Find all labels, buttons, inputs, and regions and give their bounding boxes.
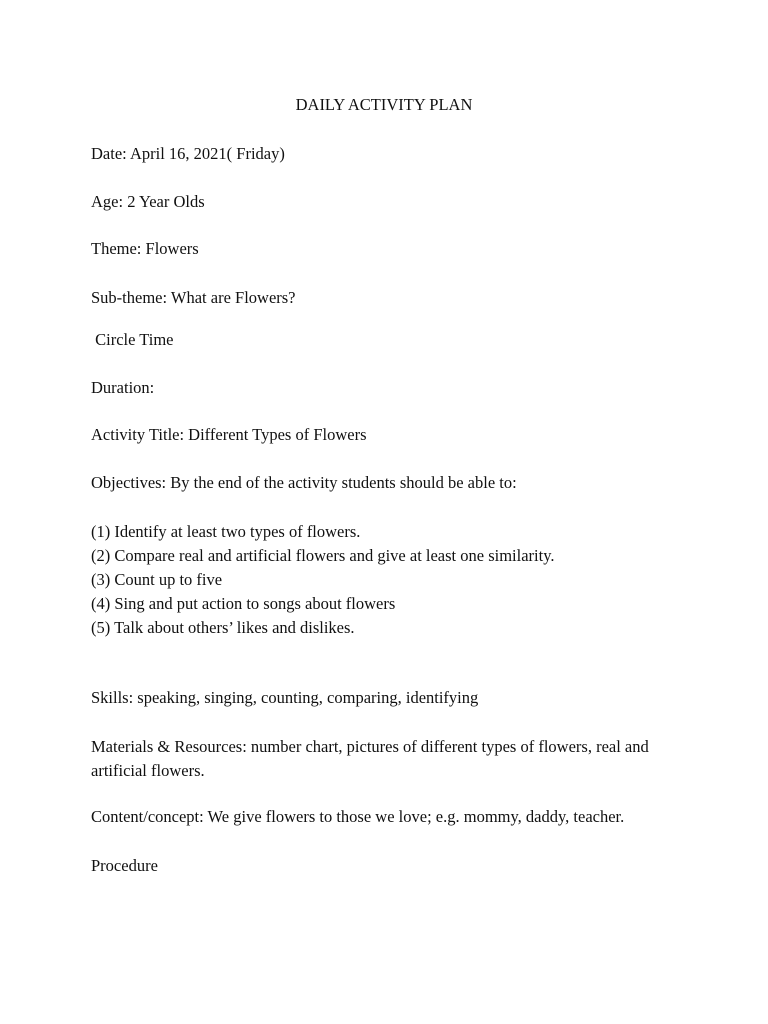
age-line: Age: 2 Year Olds [91, 192, 205, 211]
sub-theme-line: Sub-theme: What are Flowers? [91, 288, 296, 307]
circle-time-line: Circle Time [91, 330, 174, 349]
date-line: Date: April 16, 2021( Friday) [91, 144, 285, 163]
document-title [0, 94, 768, 116]
objectives-intro-line: Objectives: By the end of the activity students should be able to: [91, 473, 517, 492]
duration-line: Duration: [91, 378, 155, 397]
activity-title-line: Activity Title: Different Types of Flowers [91, 425, 367, 444]
objective-item: (2) Compare real and artificial flowers and give at least one similarity. [91, 546, 555, 565]
theme-line: Theme: Flowers [91, 239, 199, 258]
procedure-heading: Procedure [91, 856, 158, 875]
skills-line: Skills: speaking, singing, counting, comparing, identifying [91, 688, 479, 707]
objective-item: (5) Talk about others’ likes and dislikes. [91, 618, 355, 637]
title-text: DAILY ACTIVITY PLAN [295, 95, 473, 114]
objective-item: (1) Identify at least two types of flowers. [91, 522, 361, 541]
objective-item: (4) Sing and put action to songs about flowers [91, 594, 396, 613]
materials-paragraph: Materials & Resources: number chart, pictures of different types of flowers, real and artificial flowers. [91, 737, 649, 780]
objectives-list [91, 520, 555, 640]
content-concept-line: Content/concept: We give flowers to those we love; e.g. mommy, daddy, teacher. [91, 807, 625, 826]
objective-item: (3) Count up to five [91, 570, 223, 589]
